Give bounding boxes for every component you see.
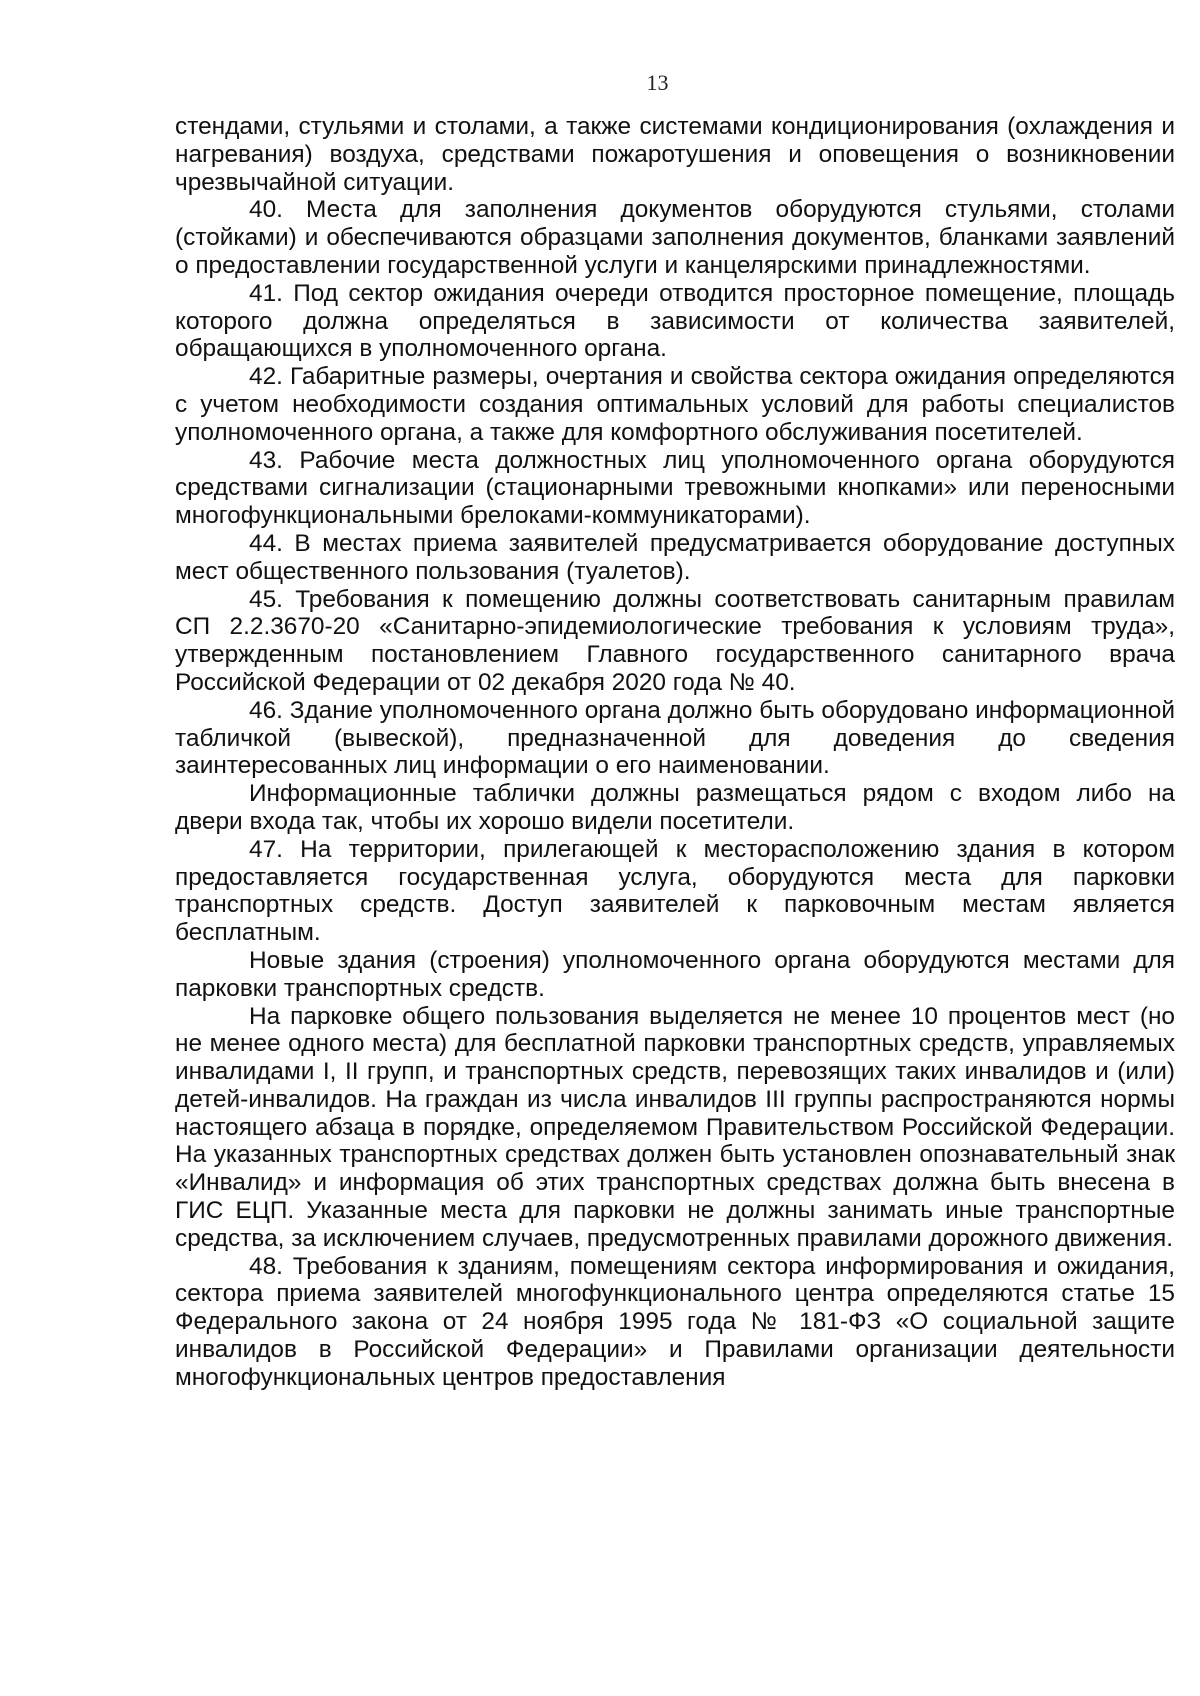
paragraph-44: 44. В местах приема заявителей предусматривается оборудование доступных мест общественного пользования (туалетов). (175, 529, 1175, 585)
paragraph-46: 46. Здание уполномоченного органа должно быть оборудовано информационной табличкой (вывеской), предназначенной для доведения до сведения заинтересованных лиц информации о его наименовании. (175, 696, 1175, 780)
paragraph-42: 42. Габаритные размеры, очертания и свойства сектора ожидания определяются с учетом необходимости создания оптимальных условий для работы специалистов уполномоченного органа, а также для комфортного обслуживания посетителей. (175, 363, 1175, 446)
paragraph-47-new-buildings: Новые здания (строения) уполномоченного органа оборудуются местами для парковки транспортных средств. (175, 946, 1175, 1002)
paragraph-47: 47. На территории, прилегающей к месторасположению здания в котором предоставляется государственная услуга, оборудуются места для парковки транспортных средств. Доступ заявителей к парковочным местам является бесплатным. (175, 835, 1175, 947)
paragraph-45: 45. Требования к помещению должны соответствовать санитарным правилам СП 2.2.3670-20 «Санитарно-эпидемиологические требования к условиям труда», утвержденным постановлением Главного государственного санитарного врача Российской Федерации от 02 декабря 2020 года № 40. (175, 585, 1175, 696)
document-body (175, 113, 1175, 1392)
paragraph-47-parking: На парковке общего пользования выделяется не менее 10 процентов мест (но не менее одного места) для бесплатной парковки транспортных средств, управляемых инвалидами I, II групп, и транспортных средств, перевозящих таких инвалидов и (или) детей-инвалидов. На граждан из числа инвалидов III группы распространяются нормы настоящего абзаца в порядке, определяемом Правительством Российской Федерации. На указанных транспортных средствах должен быть установлен опознавательный знак «Инвалид» и информация об этих транспортных средствах должна быть внесена в ГИС ЕЦП. Указанные места для парковки не должны занимать иные транспортные средства, за исключением случаев, предусмотренных правилами дорожного движения. (175, 1002, 1175, 1252)
paragraph-continuation: стендами, стульями и столами, а также системами кондиционирования (охлаждения и нагревания) воздуха, средствами пожаротушения и оповещения о возникновении чрезвычайной ситуации. (175, 113, 1175, 196)
paragraph-40: 40. Места для заполнения документов оборудуются стульями, столами (стойками) и обеспечиваются образцами заполнения документов, бланками заявлений о предоставлении государственной услуги и канцелярскими принадлежностями. (175, 196, 1175, 279)
paragraph-46-signage: Информационные таблички должны размещаться рядом с входом либо на двери входа так, чтобы их хорошо видели посетители. (175, 780, 1175, 835)
paragraph-41: 41. Под сектор ожидания очереди отводится просторное помещение, площадь которого должна определяться в зависимости от количества заявителей, обращающихся в уполномоченного органа. (175, 279, 1175, 363)
page-number: 13 (646, 70, 669, 95)
paragraph-48: 48. Требования к зданиям, помещениям сектора информирования и ожидания, сектора приема заявителей многофункционального центра определяются статье 15 Федерального закона от 24 ноября 1995 года № 181-ФЗ «О социальной защите инвалидов в Российской Федерации» и Правилами организации деятельности многофункциональных центров предоставления (175, 1252, 1175, 1391)
paragraph-43: 43. Рабочие места должностных лиц уполномоченного органа оборудуются средствами сигнализации (стационарными тревожными кнопками» или переносными многофункциональными брелоками-коммуникаторами). (175, 446, 1175, 530)
